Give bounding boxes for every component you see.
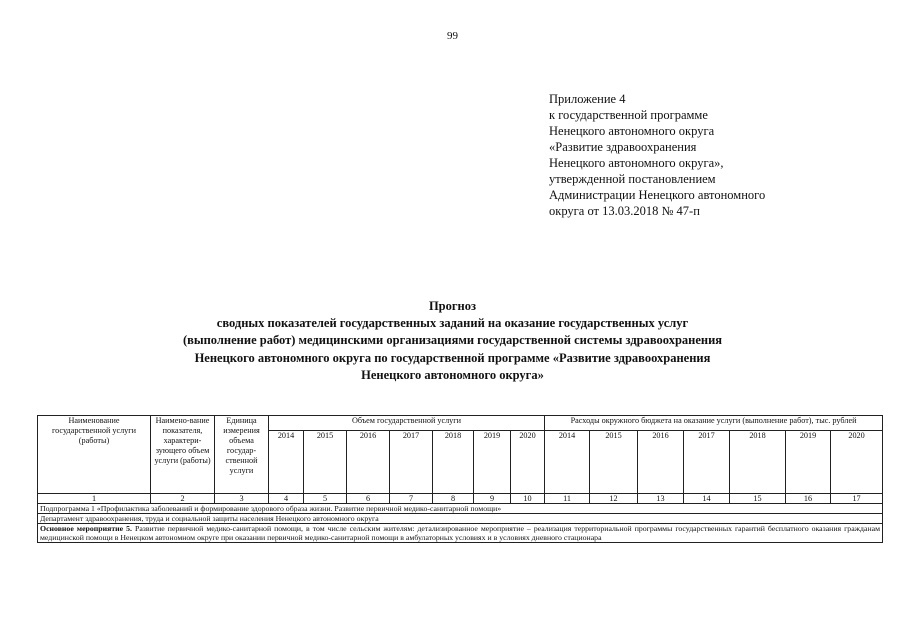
document-title [0,298,905,384]
expense-year: 2018 [730,431,786,494]
title-line: Прогноз [428,299,477,313]
column-number: 9 [474,494,511,504]
appendix-block [549,91,765,219]
column-number: 11 [545,494,590,504]
header-service-name: Наименование государственной услуги (работы) [38,416,151,494]
department-row: Департамент здравоохранения, труда и социальной защиты населения Ненецкого автономного округа [38,514,883,524]
column-number: 16 [786,494,831,504]
column-number: 15 [730,494,786,504]
header-volume: Объем государственной услуги [269,416,545,431]
title-line: (выполнение работ) медицинскими организациями государственной системы здравоохранения [182,333,723,348]
appendix-line: к государственной программе [549,108,708,122]
header-expenses: Расходы окружного бюджета на оказание услуги (выполнение работ), тыс. рублей [545,416,883,431]
column-number: 5 [304,494,347,504]
expense-year: 2014 [545,431,590,494]
expense-year: 2020 [831,431,883,494]
column-number: 2 [151,494,215,504]
appendix-line: округа от 13.03.2018 № 47-п [549,204,700,218]
subprogram-row: Подпрограмма 1 «Профилактика заболеваний и формирование здорового образа жизни. Развитие первичной медико-санитарной помощи» [38,504,883,514]
volume-year: 2017 [390,431,433,494]
page-number: 99 [447,30,458,42]
column-number: 8 [433,494,474,504]
volume-year: 2018 [433,431,474,494]
appendix-line: утвержденной постановлением [549,172,716,186]
expense-year: 2019 [786,431,831,494]
appendix-line: Приложение 4 [549,92,626,106]
volume-year: 2020 [511,431,545,494]
main-event-row [38,524,883,543]
column-number: 7 [390,494,433,504]
volume-year: 2016 [347,431,390,494]
expense-year: 2017 [684,431,730,494]
volume-year: 2019 [474,431,511,494]
appendix-line: Ненецкого автономного округа [549,124,715,138]
column-number: 10 [511,494,545,504]
column-number: 17 [831,494,883,504]
column-number: 14 [684,494,730,504]
column-number: 4 [269,494,304,504]
column-number: 13 [638,494,684,504]
volume-year: 2014 [269,431,304,494]
column-number: 12 [590,494,638,504]
expense-year: 2015 [590,431,638,494]
appendix-line: «Развитие здравоохранения [549,140,697,154]
main-event-text: Развитие первичной медико-санитарной помощи, в том числе сельским жителям: детализированное мероприятие – реализация территориальной программы государственных гарантий бесплатного оказания гражданам медицинской помощи в Ненецком автономном округе при оказании первичной медико-санитарной помощи в амбулаторных условиях и в условиях дневного стационара [40,524,881,542]
appendix-line: Ненецкого автономного округа», [549,156,724,170]
column-number: 1 [38,494,151,504]
appendix-line: Администрации Ненецкого автономного [549,188,766,202]
header-unit: Единица измерения объема государ-ственной услуги [215,416,269,494]
title-line: Ненецкого автономного округа» [361,367,544,382]
expense-year: 2016 [638,431,684,494]
title-line: Ненецкого автономного округа по государственной программе «Развитие здравоохранения [194,350,711,365]
column-number: 3 [215,494,269,504]
volume-year: 2015 [304,431,347,494]
forecast-table [37,415,883,543]
main-event-label: Основное мероприятие 5. [40,524,132,533]
header-indicator-name: Наимено-вание показателя, характери-зующего объем услуги (работы) [151,416,215,494]
column-number: 6 [347,494,390,504]
title-line: сводных показателей государственных заданий на оказание государственных услуг [216,316,689,331]
